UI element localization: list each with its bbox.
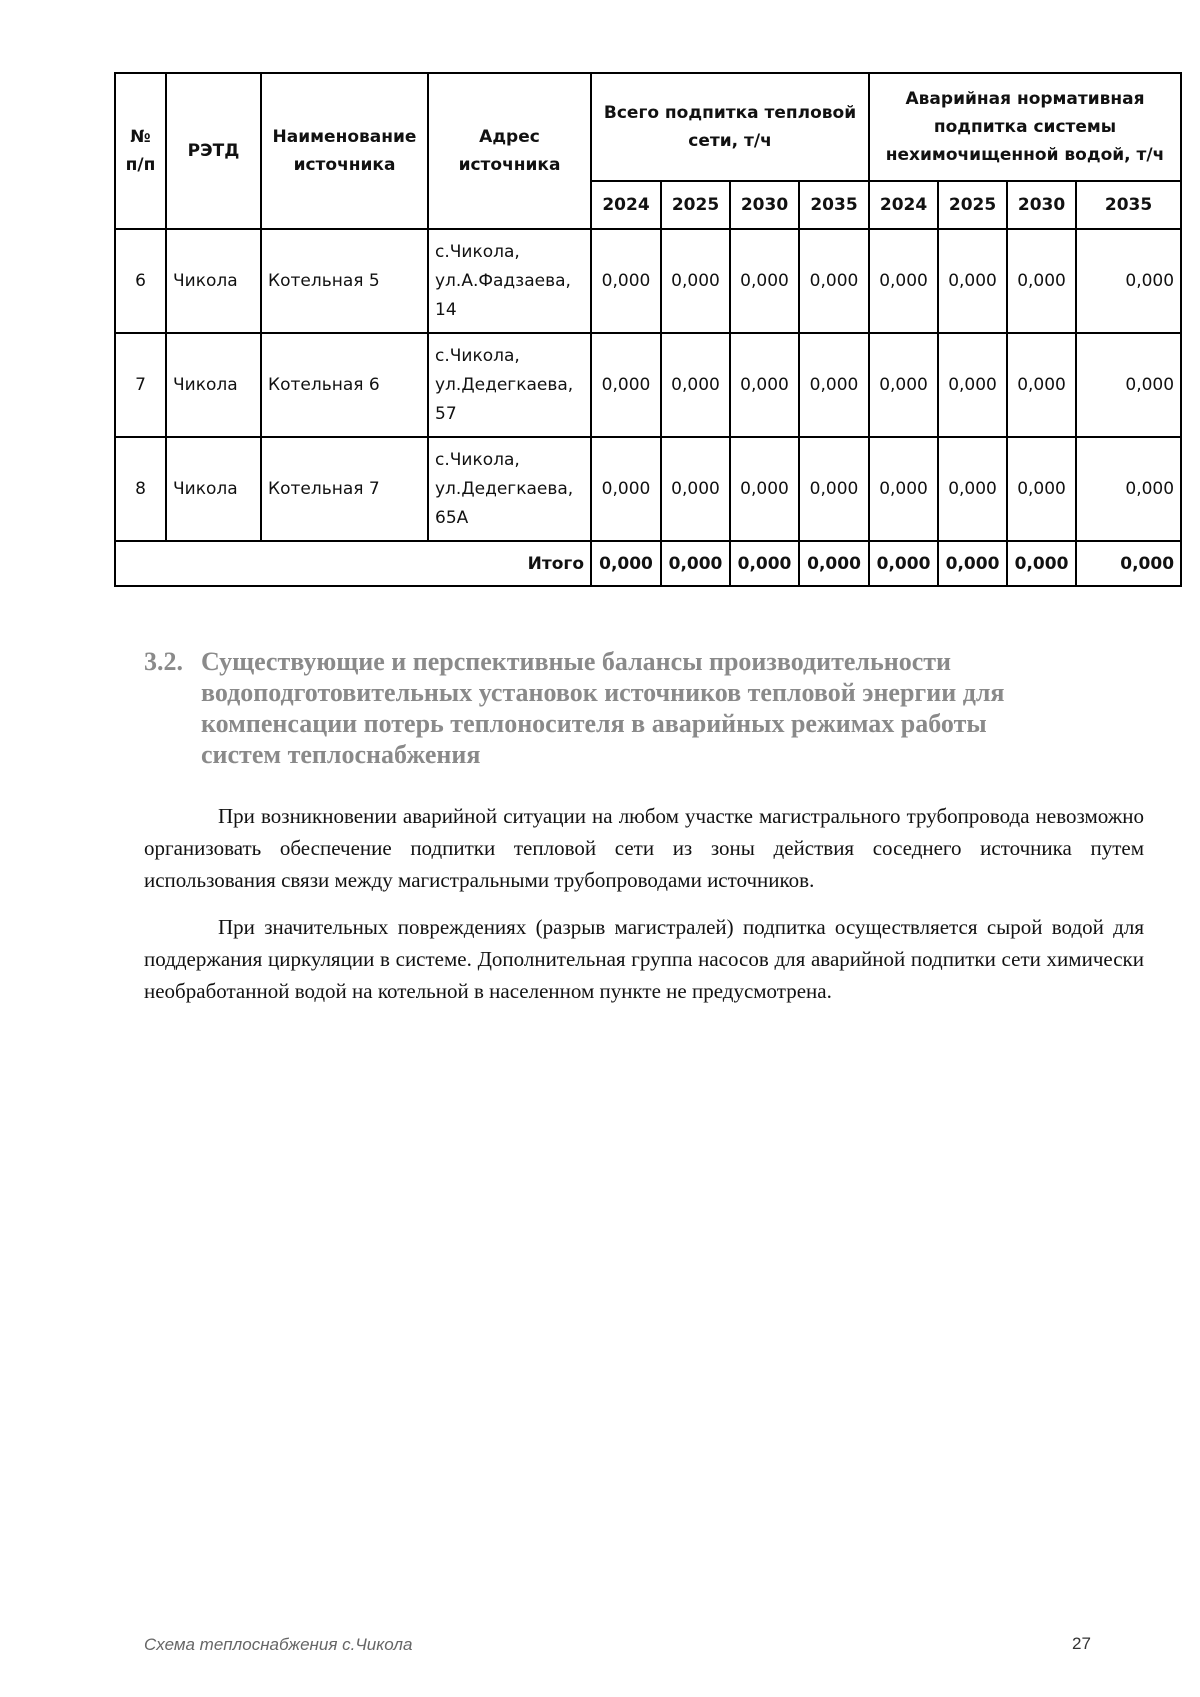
header-year: 2030 [1007,181,1076,229]
total-value: 0,000 [938,541,1007,586]
cell-source-name: Котельная 7 [261,437,428,541]
cell-value: 0,000 [1076,229,1181,333]
cell-value: 0,000 [799,333,869,437]
cell-num: 7 [115,333,166,437]
header-year: 2025 [661,181,730,229]
cell-value: 0,000 [869,437,938,541]
address-line: с.Чикола, [435,241,520,262]
total-value: 0,000 [1007,541,1076,586]
header-year: 2035 [1076,181,1181,229]
total-value: 0,000 [799,541,869,586]
total-value: 0,000 [591,541,661,586]
cell-value: 0,000 [661,333,730,437]
cell-value: 0,000 [1076,333,1181,437]
section-heading [144,646,1104,770]
header-year: 2030 [730,181,799,229]
section-title-text: Существующие и перспективные балансы производительности [201,647,952,676]
cell-value: 0,000 [661,437,730,541]
cell-address [428,229,591,333]
header-num: № п/п [115,73,166,229]
body-paragraph: При значительных повреждениях (разрыв магистралей) подпитка осуществляется сырой водой для поддержания циркуляции в системе. Дополнительная группа насосов для аварийной подпитки сети химически необработанной водой на котельной в населенном пункте не предусмотрена. [144,915,1144,1003]
cell-value: 0,000 [730,333,799,437]
cell-value: 0,000 [730,229,799,333]
section-title-line: водоподготовительных установок источников тепловой энергии для [201,678,1005,707]
heat-supply-table [114,72,1182,587]
cell-num: 6 [115,229,166,333]
table-row [115,229,1181,333]
total-value: 0,000 [730,541,799,586]
total-row [115,541,1181,586]
total-value: 0,000 [1076,541,1181,586]
section-title-line: компенсации потерь теплоносителя в аварийных режимах работы [201,709,987,738]
cell-value: 0,000 [1007,437,1076,541]
cell-value: 0,000 [869,229,938,333]
address-line: с.Чикола, [435,449,520,470]
cell-value: 0,000 [938,437,1007,541]
header-retd: РЭТД [166,73,261,229]
section-title-line [144,646,1104,677]
cell-value: 0,000 [661,229,730,333]
address-line: 65А [435,507,469,528]
cell-value: 0,000 [591,333,661,437]
cell-value: 0,000 [869,333,938,437]
total-value: 0,000 [661,541,730,586]
cell-value: 0,000 [938,333,1007,437]
header-source-address: Адрес источника [428,73,591,229]
cell-value: 0,000 [730,437,799,541]
header-year: 2035 [799,181,869,229]
cell-num: 8 [115,437,166,541]
cell-value: 0,000 [799,437,869,541]
header-source-name: Наименование источника [261,73,428,229]
cell-value: 0,000 [1007,229,1076,333]
section-title-line: систем теплоснабжения [201,740,481,769]
header-year: 2024 [869,181,938,229]
address-line: ул.Дедегкаева, [435,374,574,395]
header-total-makeup: Всего подпитка тепловой сети, т/ч [591,73,869,181]
address-line: с.Чикола, [435,345,520,366]
section-number: 3.2. [144,647,183,676]
cell-value: 0,000 [1007,333,1076,437]
cell-value: 0,000 [799,229,869,333]
cell-retd: Чикола [166,437,261,541]
total-label: Итого [115,541,591,586]
address-line: 14 [435,299,457,320]
cell-address [428,437,591,541]
address-line: 57 [435,403,457,424]
cell-retd: Чикола [166,229,261,333]
body-paragraph: При возникновении аварийной ситуации на любом участке магистрального трубопровода невозможно организовать обеспечение подпитки тепловой сети из зоны действия соседнего источника путем использования связи между магистральными трубопроводами источников. [144,804,1144,892]
footer-page-number: 27 [1072,1634,1091,1653]
cell-value: 0,000 [591,437,661,541]
header-year: 2024 [591,181,661,229]
address-line: ул.А.Фадзаева, [435,270,571,291]
table-row [115,333,1181,437]
table-row [115,437,1181,541]
cell-source-name: Котельная 5 [261,229,428,333]
cell-value: 0,000 [938,229,1007,333]
header-emergency-makeup: Аварийная нормативная подпитка системы нехимочищенной водой, т/ч [869,73,1181,181]
cell-value: 0,000 [1076,437,1181,541]
header-year: 2025 [938,181,1007,229]
cell-value: 0,000 [591,229,661,333]
cell-retd: Чикола [166,333,261,437]
total-value: 0,000 [869,541,938,586]
cell-address [428,333,591,437]
footer-doc-title: Схема теплоснабжения с.Чикола [144,1635,413,1654]
address-line: ул.Дедегкаева, [435,478,574,499]
cell-source-name: Котельная 6 [261,333,428,437]
